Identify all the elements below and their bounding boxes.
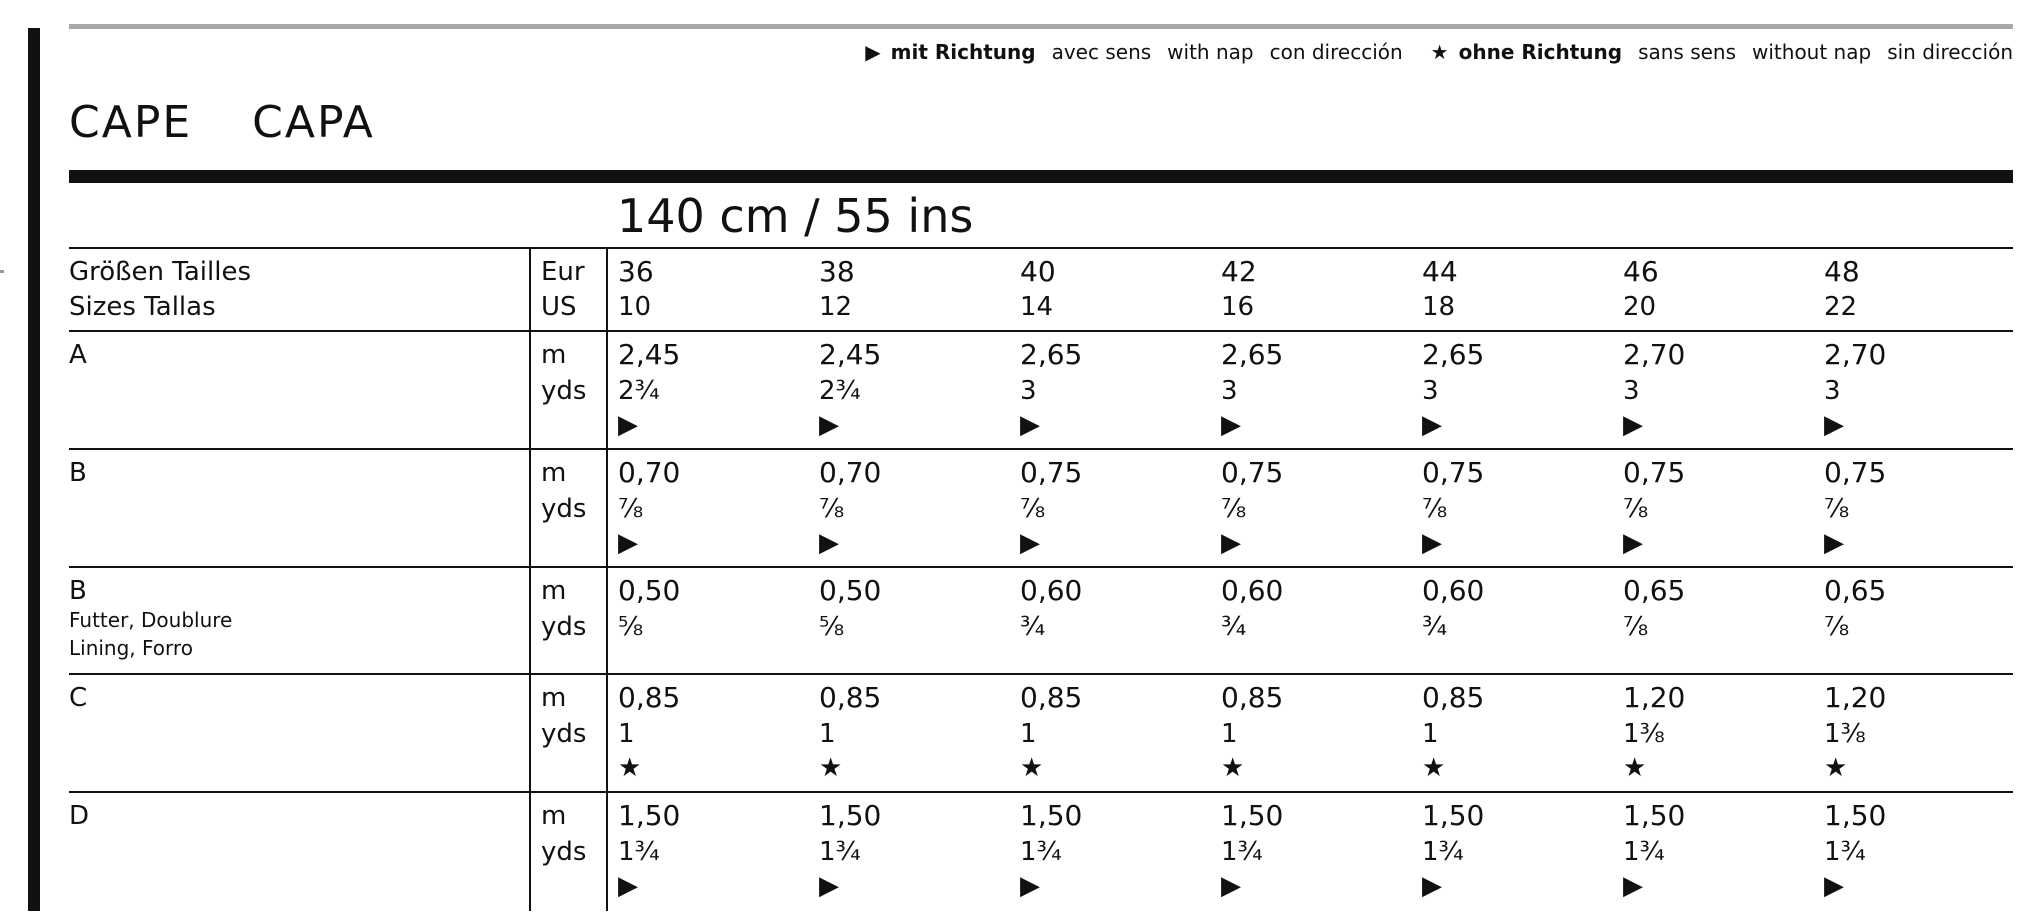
unit-yds: yds — [541, 494, 587, 524]
amount-yds: 1¾ — [618, 837, 660, 867]
amount-yds: 1⅜ — [1623, 719, 1665, 749]
amount-m: 1,50 — [1623, 799, 1686, 832]
with-nap-arrow-icon: ▶ — [1422, 410, 1442, 440]
view-sublabel: Lining, Forro — [69, 636, 193, 660]
left-margin-tick — [0, 270, 4, 273]
without-nap-star-icon: ★ — [1422, 753, 1446, 783]
amount-m: 1,20 — [1824, 681, 1887, 714]
amount-yds: 1¾ — [1020, 837, 1062, 867]
unit-yds: yds — [541, 837, 587, 867]
table-row-divider — [69, 448, 2013, 450]
without-nap-star-icon: ★ — [1824, 753, 1848, 783]
amount-yds: ⅞ — [1020, 494, 1046, 524]
table-row-divider — [69, 791, 2013, 793]
without-nap-star-icon: ★ — [1020, 753, 1044, 783]
amount-m: 0,85 — [1020, 681, 1083, 714]
view-label: B — [69, 576, 87, 606]
amount-yds: 3 — [1221, 376, 1238, 406]
legend-with-nap-en: with nap — [1167, 40, 1254, 64]
amount-yds: 3 — [1824, 376, 1841, 406]
amount-m: 0,75 — [1221, 456, 1284, 489]
amount-yds: 1 — [819, 719, 836, 749]
size-us: 18 — [1422, 292, 1456, 322]
page-title — [69, 97, 375, 148]
with-nap-arrow-icon: ▶ — [1221, 871, 1241, 901]
amount-yds: 3 — [1422, 376, 1439, 406]
amount-yds: 1¾ — [1824, 837, 1866, 867]
table-row-divider — [69, 673, 2013, 675]
amount-yds: 1¾ — [819, 837, 861, 867]
with-nap-arrow-icon: ▶ — [1824, 528, 1844, 558]
view-sublabel: Futter, Doublure — [69, 608, 233, 632]
title-alt: CAPA — [252, 97, 375, 148]
amount-yds: ⅞ — [1623, 612, 1649, 642]
table-row-divider — [69, 330, 2013, 332]
amount-m: 2,70 — [1623, 338, 1686, 371]
amount-yds: ⅞ — [1824, 494, 1850, 524]
unit-m: m — [541, 340, 567, 370]
size-us: 14 — [1020, 292, 1054, 322]
amount-yds: 1 — [1422, 719, 1439, 749]
amount-yds: 1 — [618, 719, 635, 749]
without-nap-star-icon: ★ — [618, 753, 642, 783]
amount-m: 0,60 — [1221, 574, 1284, 607]
size-eur: 40 — [1020, 255, 1056, 288]
amount-m: 2,45 — [618, 338, 681, 371]
title-main: CAPE — [69, 97, 193, 148]
amount-m: 0,75 — [1422, 456, 1485, 489]
legend-without-nap-de: ohne Richtung — [1458, 40, 1623, 64]
amount-yds: 1 — [1221, 719, 1238, 749]
amount-m: 0,50 — [819, 574, 882, 607]
amount-m: 0,85 — [1221, 681, 1284, 714]
amount-m: 0,70 — [618, 456, 681, 489]
amount-m: 0,85 — [1422, 681, 1485, 714]
amount-m: 1,50 — [1221, 799, 1284, 832]
amount-m: 1,50 — [1020, 799, 1083, 832]
with-nap-arrow-icon: ▶ — [1422, 871, 1442, 901]
legend-with-nap-de: mit Richtung — [890, 40, 1036, 64]
amount-m: 1,20 — [1623, 681, 1686, 714]
fabric-width-label: 140 cm / 55 ins — [617, 189, 974, 243]
amount-m: 2,65 — [1020, 338, 1083, 371]
with-nap-arrow-icon: ▶ — [1824, 410, 1844, 440]
with-nap-arrow-icon: ▶ — [1221, 410, 1241, 440]
amount-yds: ¾ — [1020, 612, 1046, 642]
unit-yds: yds — [541, 376, 587, 406]
with-nap-arrow-icon: ▶ — [865, 40, 881, 64]
size-us: 16 — [1221, 292, 1255, 322]
legend-without-nap-es: sin dirección — [1887, 40, 2013, 64]
table-column-divider — [529, 247, 531, 911]
amount-m: 0,70 — [819, 456, 882, 489]
amount-yds: ⅞ — [819, 494, 845, 524]
with-nap-arrow-icon: ▶ — [819, 410, 839, 440]
unit-m: m — [541, 458, 567, 488]
size-unit-us: US — [541, 292, 577, 322]
amount-yds: 1¾ — [1623, 837, 1665, 867]
amount-yds: ⅝ — [819, 612, 845, 642]
without-nap-star-icon: ★ — [819, 753, 843, 783]
amount-yds: ¾ — [1221, 612, 1247, 642]
view-label: A — [69, 340, 87, 370]
with-nap-arrow-icon: ▶ — [1623, 871, 1643, 901]
amount-yds: ⅞ — [1221, 494, 1247, 524]
legend-without-nap-en: without nap — [1752, 40, 1872, 64]
amount-yds: 1¾ — [1221, 837, 1263, 867]
size-us: 22 — [1824, 292, 1858, 322]
unit-m: m — [541, 576, 567, 606]
size-eur: 48 — [1824, 255, 1860, 288]
left-margin-bar — [28, 28, 40, 911]
size-us: 12 — [819, 292, 853, 322]
size-us: 10 — [618, 292, 652, 322]
amount-m: 0,85 — [819, 681, 882, 714]
nap-legend — [865, 40, 2013, 64]
without-nap-star-icon: ★ — [1623, 753, 1647, 783]
amount-m: 0,50 — [618, 574, 681, 607]
amount-m: 1,50 — [618, 799, 681, 832]
with-nap-arrow-icon: ▶ — [1623, 528, 1643, 558]
with-nap-arrow-icon: ▶ — [618, 410, 638, 440]
amount-m: 0,65 — [1623, 574, 1686, 607]
amount-m: 1,50 — [819, 799, 882, 832]
amount-yds: 1⅜ — [1824, 719, 1866, 749]
with-nap-arrow-icon: ▶ — [618, 528, 638, 558]
view-label: B — [69, 458, 87, 488]
without-nap-star-icon: ★ — [1221, 753, 1245, 783]
table-row-divider — [69, 247, 2013, 249]
with-nap-arrow-icon: ▶ — [1020, 871, 1040, 901]
amount-m: 2,65 — [1221, 338, 1284, 371]
amount-yds: 1 — [1020, 719, 1037, 749]
view-label: D — [69, 801, 90, 831]
title-rule — [69, 170, 2013, 183]
amount-m: 0,75 — [1020, 456, 1083, 489]
table-column-divider — [606, 247, 608, 911]
size-eur: 36 — [618, 255, 654, 288]
amount-yds: 3 — [1020, 376, 1037, 406]
amount-yds: ¾ — [1422, 612, 1448, 642]
amount-yds: ⅞ — [618, 494, 644, 524]
amount-m: 0,75 — [1623, 456, 1686, 489]
amount-m: 0,60 — [1020, 574, 1083, 607]
amount-yds: ⅞ — [1623, 494, 1649, 524]
with-nap-arrow-icon: ▶ — [819, 528, 839, 558]
amount-yds: ⅞ — [1422, 494, 1448, 524]
with-nap-arrow-icon: ▶ — [1623, 410, 1643, 440]
size-eur: 46 — [1623, 255, 1659, 288]
legend-without-nap-fr: sans sens — [1638, 40, 1737, 64]
size-eur: 42 — [1221, 255, 1257, 288]
amount-m: 1,50 — [1824, 799, 1887, 832]
amount-m: 0,75 — [1824, 456, 1887, 489]
table-row-divider — [69, 566, 2013, 568]
unit-m: m — [541, 801, 567, 831]
view-label: C — [69, 683, 88, 713]
unit-m: m — [541, 683, 567, 713]
amount-m: 0,60 — [1422, 574, 1485, 607]
with-nap-arrow-icon: ▶ — [1221, 528, 1241, 558]
amount-yds: 3 — [1623, 376, 1640, 406]
legend-with-nap-es: con dirección — [1269, 40, 1403, 64]
amount-m: 2,65 — [1422, 338, 1485, 371]
amount-m: 0,65 — [1824, 574, 1887, 607]
size-unit-eur: Eur — [541, 257, 585, 287]
top-rule — [69, 24, 2013, 29]
amount-yds: 2¾ — [819, 376, 861, 406]
with-nap-arrow-icon: ▶ — [819, 871, 839, 901]
amount-yds: 2¾ — [618, 376, 660, 406]
size-eur: 44 — [1422, 255, 1458, 288]
amount-m: 1,50 — [1422, 799, 1485, 832]
with-nap-arrow-icon: ▶ — [1020, 528, 1040, 558]
amount-yds: ⅝ — [618, 612, 644, 642]
size-eur: 38 — [819, 255, 855, 288]
with-nap-arrow-icon: ▶ — [618, 871, 638, 901]
without-nap-star-icon: ★ — [1430, 40, 1449, 64]
unit-yds: yds — [541, 719, 587, 749]
with-nap-arrow-icon: ▶ — [1824, 871, 1844, 901]
sizes-label-line1: Größen Tailles — [69, 257, 252, 287]
with-nap-arrow-icon: ▶ — [1422, 528, 1442, 558]
amount-yds: ⅞ — [1824, 612, 1850, 642]
size-us: 20 — [1623, 292, 1657, 322]
amount-yds: 1¾ — [1422, 837, 1464, 867]
legend-with-nap-fr: avec sens — [1051, 40, 1152, 64]
amount-m: 2,45 — [819, 338, 882, 371]
amount-m: 0,85 — [618, 681, 681, 714]
amount-m: 2,70 — [1824, 338, 1887, 371]
with-nap-arrow-icon: ▶ — [1020, 410, 1040, 440]
sizes-label-line2: Sizes Tallas — [69, 292, 216, 322]
unit-yds: yds — [541, 612, 587, 642]
